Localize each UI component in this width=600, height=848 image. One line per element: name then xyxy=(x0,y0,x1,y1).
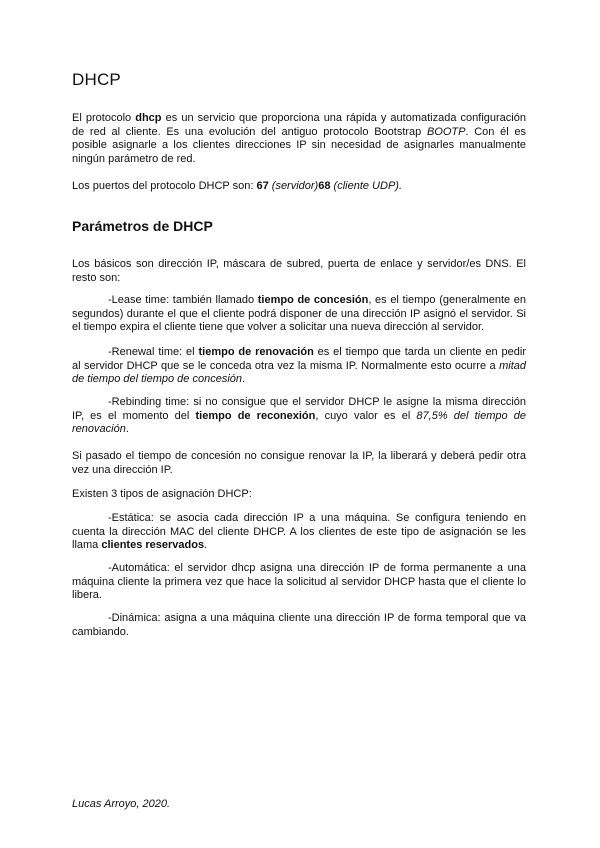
rebinding-text-2: , cuyo valor es el xyxy=(315,409,417,422)
section-heading-parameters: Parámetros de DHCP xyxy=(72,218,213,234)
ports-paragraph xyxy=(72,180,526,194)
dynamic-assignment-paragraph: -Dinámica: asigna a una máquina cliente una dirección IP de forma temporal que va cambiando. xyxy=(72,612,526,638)
rebinding-time-paragraph xyxy=(72,396,526,437)
renewal-time-paragraph xyxy=(72,346,526,387)
types-intro-paragraph: Existen 3 tipos de asignación DHCP: xyxy=(72,488,252,500)
renewal-text-3: . xyxy=(242,373,246,386)
renewal-text-2: es el tiempo que tarda un cliente en pedir al servidor DHCP que se le conceda otra vez la misma IP. Normalmente esto ocurre a xyxy=(72,346,526,372)
intro-text-1: El protocolo xyxy=(72,112,136,124)
port-67-label: (servidor) xyxy=(268,180,319,192)
rebinding-text-1: -Rebinding time: si no consigue que el servidor DHCP le asigne la misma dirección IP, es el momento del xyxy=(72,396,526,422)
page-title: DHCP xyxy=(72,70,121,89)
rebinding-bold-term: tiempo de reconexión xyxy=(195,409,316,422)
renewal-italic: mitad de tiempo del tiempo de concesión xyxy=(72,359,526,386)
lease-text-2: , es el tiempo (generalmente en segundos) durante el que el cliente podrá disponer de una dirección IP asignó el servidor. Si el tiempo expira el cliente tiene que volver a solicitar una nueva dirección al servidor. xyxy=(72,294,527,334)
footer-author: Lucas Arroyo, 2020. xyxy=(72,798,171,810)
intro-text-3: . Con él es posible asignarle a los clientes direcciones IP sin necesidad de asignarles manualmente ningún parámetro de red. xyxy=(72,125,526,165)
lease-time-paragraph xyxy=(72,294,526,335)
static-text-2: . xyxy=(204,539,208,552)
port-68: 68 xyxy=(318,180,331,192)
rebinding-italic: 87,5% del tiempo de renovación xyxy=(72,409,526,436)
ports-text: Los puertos del protocolo DHCP son: xyxy=(72,180,257,192)
renewal-text-1: -Renewal time: el xyxy=(108,346,199,358)
intro-paragraph xyxy=(72,112,526,166)
renewal-bold-term: tiempo de renovación xyxy=(198,346,314,358)
intro-italic-bootp: BOOTP xyxy=(426,125,466,138)
static-text-1: -Estática: se asocia cada dirección IP a una máquina. Se configura teniendo en cuenta la dirección MAC del cliente DHCP. A los clientes de este tipo de asignación se les llama xyxy=(72,512,526,552)
basics-paragraph: Los básicos son dirección IP, máscara de subred, puerta de enlace y servidor/es DNS. El resto son: xyxy=(72,258,526,284)
port-67: 67 xyxy=(256,180,269,192)
port-68-label: (cliente UDP). xyxy=(330,180,403,192)
lease-bold-term: tiempo de concesión xyxy=(257,294,369,306)
intro-text-2: es un servicio que proporciona una rápida y automatizada configuración de red al cliente. Es una evolución del antiguo protocolo Bootstrap xyxy=(72,112,526,138)
static-bold-term: clientes reservados xyxy=(101,539,205,552)
lease-text-1: -Lease time: también llamado xyxy=(108,294,258,306)
automatic-assignment-paragraph: -Automática: el servidor dhcp asigna una dirección IP de forma permanente a una máquina cliente la primera vez que hace la solicitud al servidor DHCP hasta que el cliente lo libera. xyxy=(72,562,526,602)
rebinding-text-3: . xyxy=(125,423,129,436)
expiry-paragraph: Si pasado el tiempo de concesión no consigue renovar la IP, la liberará y deberá pedir otra vez una dirección IP. xyxy=(72,450,526,476)
static-assignment-paragraph xyxy=(72,512,526,553)
intro-bold-dhcp: dhcp xyxy=(135,112,162,124)
